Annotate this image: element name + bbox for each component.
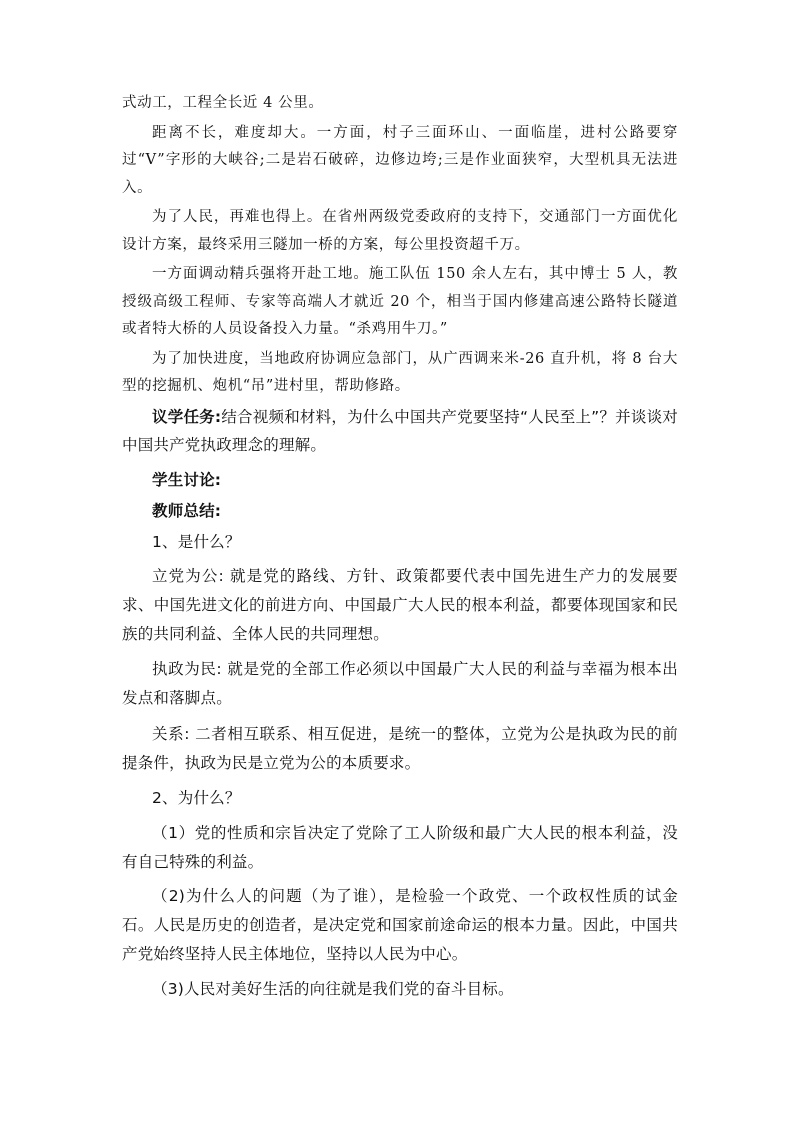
task-label: 议学任务: (152, 407, 222, 426)
heading-what: 1、是什么？ (152, 532, 241, 551)
task-paragraph (122, 403, 678, 461)
reason-1: （1）党的性质和宗旨决定了党除了工人阶级和最广大人民的根本利益，没有自己特殊的利益。 (122, 823, 678, 871)
paragraph-difficulty: 距离不长，难度却大。一方面，村子三面环山、一面临崖，进村公路要穿过“V”字形的大峡谷;二是岩石破碎，边修边垮;三是作业面狭窄，大型机具无法进入。 (122, 124, 678, 196)
relation-paragraph: 关系: 二者相互联系、相互促进，是统一的整体，立党为公是执政为民的前提条件，执政为民是立党为公的本质要求。 (122, 725, 678, 773)
definition-govern-for-people: 执政为民: 就是党的全部工作必须以中国最广大人民的利益与幸福为根本出发点和落脚点。 (122, 659, 678, 707)
paragraph-helicopter: 为了加快进度，当地政府协调应急部门，从广西调来米-26 直升机，将 8 台大型的挖掘机、炮机“吊”进村里，帮助修路。 (122, 350, 678, 394)
reason-2: （2)为什么人的问题（为了谁），是检验一个政党、一个政权性质的试金石。人民是历史的创造者，是决定党和国家前途命运的根本力量。因此，中国共产党始终坚持人民主体地位，坚持以人民为中心。 (122, 887, 678, 964)
task-text: 结合视频和材料，为什么中国共产党要坚持“人民至上”？并谈谈对中国共产党执政理念的理解。 (122, 407, 679, 455)
discussion-label: 学生讨论: (152, 471, 222, 490)
definition-party-for-public: 立党为公: 就是党的路线、方针、政策都要代表中国先进生产力的发展要求、中国先进文化的前进方向、中国最广大人民的根本利益，都要体现国家和民族的共同利益、全体人民的共同理想。 (122, 567, 678, 644)
paragraph-continuation: 式动工，工程全长近 4 公里。 (122, 95, 324, 111)
document-body (122, 90, 678, 1004)
summary-label: 教师总结: (152, 501, 222, 520)
paragraph-design-plan: 为了人民，再难也得上。在省州两级党委政府的支持下，交通部门一方面优化设计方案，最终采用三隧加一桥的方案，每公里投资超千万。 (122, 209, 678, 253)
paragraph-workforce: 一方面调动精兵强将开赴工地。施工队伍 150 余人左右，其中博士 5 人，教授级高级工程师、专家等高端人才就近 20 个，相当于国内修建高速公路特长隧道或者特大桥的人员设备投入力量。“杀鸡用牛刀。” (122, 266, 678, 337)
heading-why: 2、为什么？ (152, 789, 241, 808)
reason-3: （3)人民对美好生活的向往就是我们党的奋斗目标。 (152, 979, 514, 998)
